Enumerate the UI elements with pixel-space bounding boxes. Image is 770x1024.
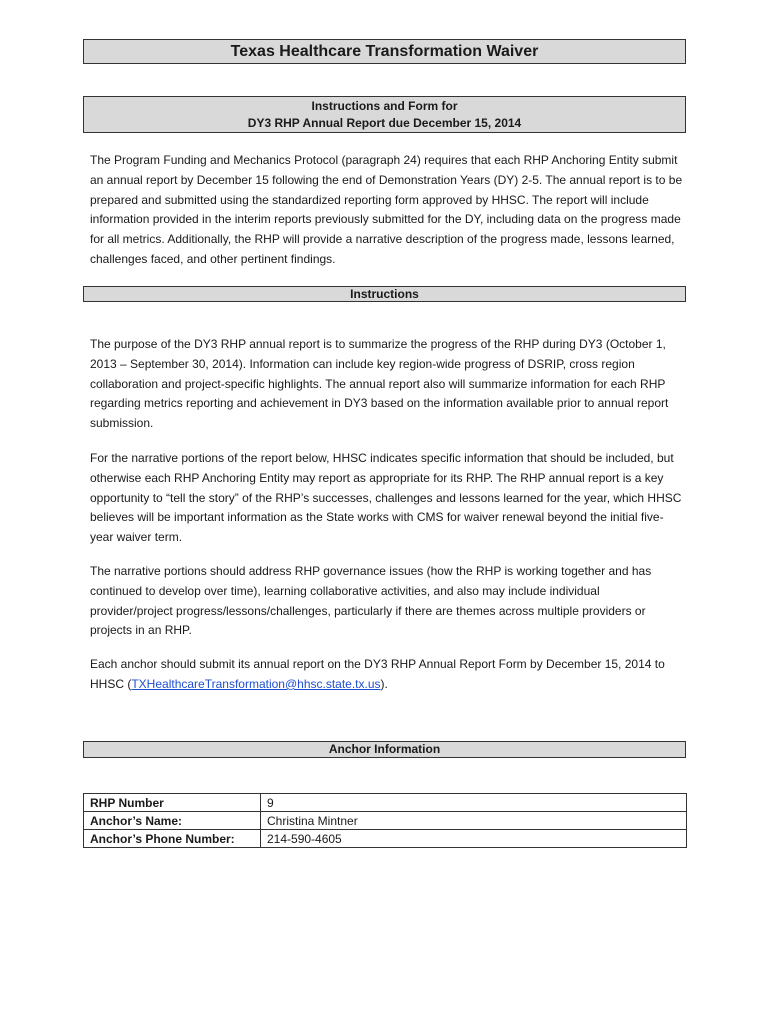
anchor-phone-value: 214-590-4605 [261,830,687,848]
intro-paragraph: The Program Funding and Mechanics Protocol (paragraph 24) requires that each RHP Anchoring Entity submit an annual report by December 15 following the end of Demonstration Years (DY) 2-5. The annual report is to be prepared and submitted using the standardized reporting form approved by HHSC. The report will include information provided in the interim reports previously submitted for the DY, including data on the progress made for all metrics. Additionally, the RHP will provide a narrative description of the progress made, lessons learned, challenges faced, and other pertinent findings. [90,153,683,266]
anchor-name-value: Christina Mintner [261,812,687,830]
subtitle-line-2: DY3 RHP Annual Report due December 15, 2014 [247,116,522,130]
submission-text: Each anchor should submit its annual report on the DY3 RHP Annual Report Form by December 15, 2014 to HHSC ( [90,657,665,691]
table-row [84,794,687,812]
table-row [84,812,687,830]
rhp-number-value: 9 [261,794,687,812]
instructions-paragraph-3: The narrative portions should address RHP governance issues (how the RHP is working together and has continued to develop over time), learning collaborative activities, and also may include individual provider/project progress/lessons/challenges, particularly if there are themes across multiple providers or projects in an RHP. [90,564,652,638]
subtitle-box [83,96,686,133]
anchor-information-heading: Anchor Information [83,741,686,758]
anchor-phone-label: Anchor’s Phone Number: [84,830,261,848]
table-row [84,830,687,848]
email-link[interactable]: TXHealthcareTransformation@hhsc.state.tx.us [131,676,381,691]
subtitle-line-1: Instructions and Form for [311,99,458,113]
anchor-name-label: Anchor’s Name: [84,812,261,830]
instructions-heading: Instructions [83,286,686,302]
page-title: Texas Healthcare Transformation Waiver [83,39,686,64]
anchor-info-table [83,793,687,848]
rhp-number-label: RHP Number [84,794,261,812]
submission-suffix: ). [380,676,388,691]
submission-paragraph [90,655,684,695]
instructions-paragraph-2: For the narrative portions of the report below, HHSC indicates specific information that should be included, but otherwise each RHP Anchoring Entity may report as appropriate for its RHP. The RHP annual report is a key opportunity to “tell the story” of the RHP’s successes, challenges and lessons learned for the year, which HHSC believes will be important information as the State works with CMS for waiver renewal beyond the initial five-year waiver term. [90,451,682,545]
instructions-paragraph-1: The purpose of the DY3 RHP annual report is to summarize the progress of the RHP during DY3 (October 1, 2013 – September 30, 2014). Information can include key region-wide progress of DSRIP, cross region collaboration and project-specific highlights. The annual report also will summarize information for each RHP regarding metrics reporting and achievement in DY3 based on the information available prior to annual report submission. [90,337,669,431]
